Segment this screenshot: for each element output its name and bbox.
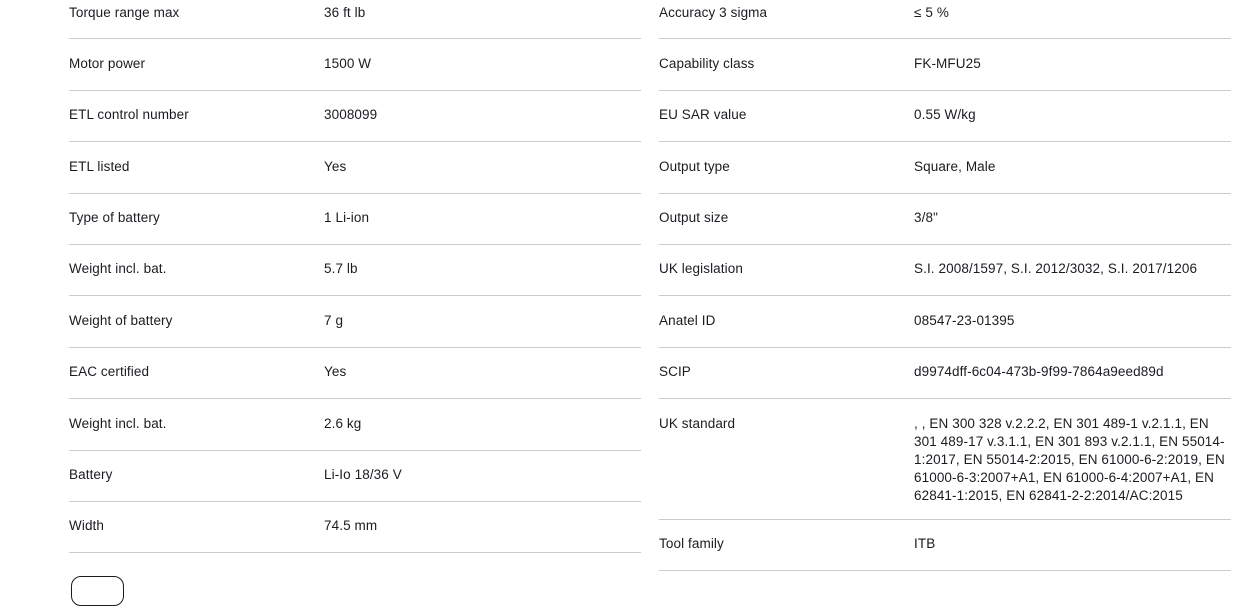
spec-row	[69, 348, 641, 399]
spec-label: SCIP	[659, 364, 691, 380]
spec-label: Width	[69, 518, 105, 534]
spec-label: Type of battery	[69, 210, 160, 226]
spec-value: S.I. 2008/1597, S.I. 2012/3032, S.I. 2017/1206	[914, 261, 1198, 277]
spec-row	[69, 502, 641, 553]
spec-row	[69, 296, 641, 347]
spec-label: Battery	[69, 467, 113, 483]
spec-row	[659, 348, 1231, 399]
spec-label: Tool family	[659, 536, 724, 552]
spec-label: Weight of battery	[69, 312, 173, 328]
spec-row	[659, 194, 1231, 245]
spec-value: 7 g	[324, 312, 344, 328]
spec-label: UK legislation	[659, 261, 743, 277]
spec-value: Yes	[324, 158, 347, 174]
spec-value: FK-MFU25	[914, 55, 981, 71]
spec-row	[69, 399, 641, 450]
spec-label: UK standard	[659, 415, 736, 431]
spec-row	[659, 296, 1231, 347]
spec-label: Motor power	[69, 55, 146, 71]
spec-label: Accuracy 3 sigma	[659, 4, 768, 20]
spec-value: Li-Io 18/36 V	[324, 467, 402, 483]
spec-table-right	[659, 0, 1231, 571]
spec-label: Torque range max	[69, 4, 180, 20]
spec-label: ETL control number	[69, 107, 189, 123]
spec-row	[69, 91, 641, 142]
spec-row	[659, 91, 1231, 142]
spec-value: 74.5 mm	[324, 518, 378, 534]
spec-row	[659, 520, 1231, 571]
spec-row	[69, 39, 641, 90]
spec-row	[69, 142, 641, 193]
spec-label: EAC certified	[69, 364, 150, 380]
spec-label: Capability class	[659, 55, 755, 71]
spec-value: Square, Male	[914, 158, 996, 174]
spec-row	[69, 451, 641, 502]
spec-row	[659, 0, 1231, 39]
spec-value: 36 ft lb	[324, 4, 366, 20]
spec-label: ETL listed	[69, 158, 130, 174]
spec-value: d9974dff-6c04-473b-9f99-7864a9eed89d	[914, 364, 1164, 380]
spec-value: 5.7 lb	[324, 261, 358, 277]
spec-row	[69, 0, 641, 39]
spec-value: 2.6 kg	[324, 415, 362, 431]
spec-table-left	[69, 0, 641, 571]
spec-value: ≤ 5 %	[914, 4, 949, 20]
spec-value: Yes	[324, 364, 347, 380]
spec-value: 1500 W	[324, 55, 372, 71]
spec-value: 08547-23-01395	[914, 312, 1015, 328]
spec-row	[659, 399, 1231, 520]
spec-label: Output type	[659, 158, 730, 174]
spec-row	[659, 142, 1231, 193]
spec-label: Weight incl. bat.	[69, 261, 167, 277]
spec-value: 3008099	[324, 107, 378, 123]
spec-label: EU SAR value	[659, 107, 747, 123]
spec-value: 0.55 W/kg	[914, 107, 976, 123]
spec-row	[659, 39, 1231, 90]
spec-value: , , EN 300 328 v.2.2.2, EN 301 489-1 v.2.1.1, EN 301 489-17 v.3.1.1, EN 301 893 v.2.1.1, EN 55014-1:2017, EN 55014-2:2015, EN 61000-6-2:2019, EN 61000-6-3:2007+A1, EN 61000-6-4:2007+A1, EN 62841-1:2015, EN 62841-2-2:2014/AC:2015	[914, 415, 1225, 503]
cut-off-button[interactable]	[71, 576, 124, 606]
spec-label: Output size	[659, 210, 729, 226]
spec-value: 1 Li-ion	[324, 210, 370, 226]
spec-value: 3/8"	[914, 210, 938, 226]
spec-label: Anatel ID	[659, 312, 716, 328]
spec-row	[69, 194, 641, 245]
spec-row	[659, 245, 1231, 296]
spec-tables	[69, 0, 1231, 571]
spec-row	[69, 245, 641, 296]
spec-value: ITB	[914, 536, 936, 552]
spec-label: Weight incl. bat.	[69, 415, 167, 431]
